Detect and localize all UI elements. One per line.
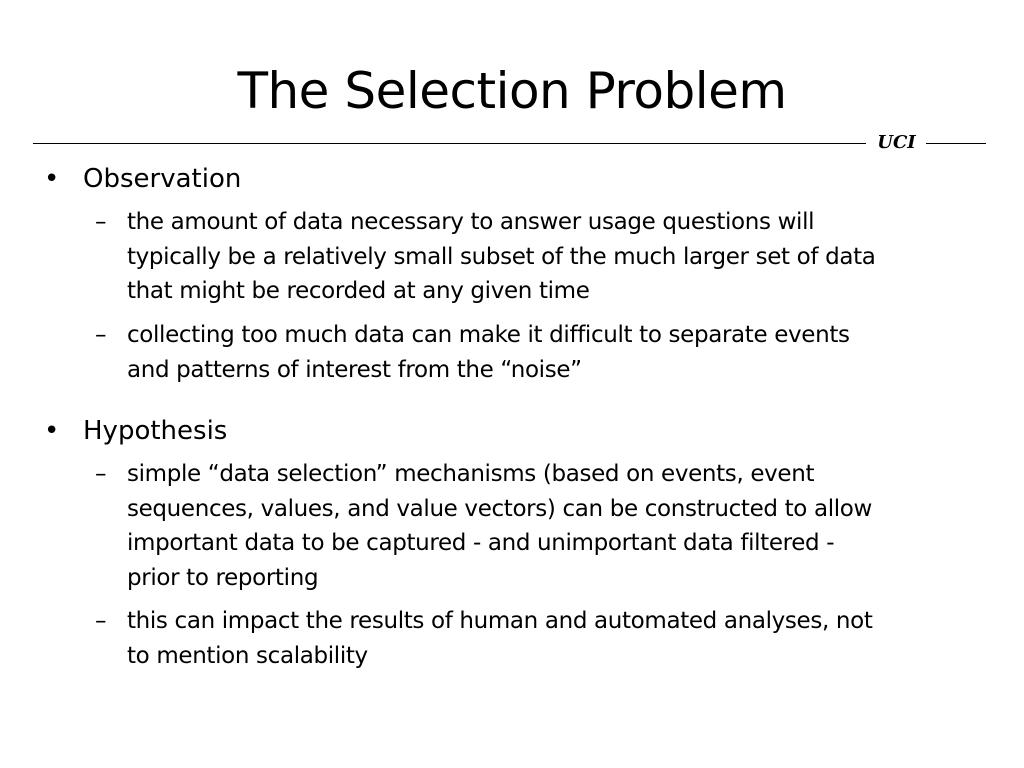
text-line: and patterns of interest from the “noise” — [127, 356, 582, 383]
bullet-label: Hypothesis — [83, 416, 228, 446]
bullet-label: Observation — [83, 164, 242, 194]
bullet-marker: • — [44, 164, 60, 194]
sub-bullet-text — [127, 604, 985, 673]
sub-bullet-marker: – — [95, 608, 107, 634]
sub-bullet-marker: – — [95, 209, 107, 235]
uci-logo: UCI — [877, 132, 916, 153]
text-line: that might be recorded at any given time — [127, 278, 590, 304]
slide-title: The Selection Problem — [237, 62, 787, 120]
sub-bullet-text — [127, 205, 985, 309]
text-line: simple “data selection” mechanisms (based on events, event — [127, 461, 815, 487]
sub-bullet-marker: – — [95, 322, 107, 348]
text-line: the amount of data necessary to answer usage questions will — [127, 209, 815, 235]
header-rule-right — [926, 143, 986, 144]
text-line: prior to reporting — [127, 564, 319, 591]
text-line: this can impact the results of human and automated analyses, not — [127, 608, 873, 634]
text-line: collecting too much data can make it difficult to separate events — [127, 322, 850, 348]
sub-bullet-text — [127, 457, 985, 595]
header-rule-left — [33, 143, 866, 144]
text-line: to mention scalability — [127, 642, 368, 669]
sub-bullet-text — [127, 318, 985, 387]
text-line: sequences, values, and value vectors) can be constructed to allow — [127, 495, 872, 522]
sub-bullet-marker: – — [95, 461, 107, 487]
text-line: important data to be captured - and unimportant data filtered - — [127, 530, 835, 556]
text-line: typically be a relatively small subset of the much larger set of data — [127, 243, 876, 270]
bullet-marker: • — [44, 416, 60, 446]
